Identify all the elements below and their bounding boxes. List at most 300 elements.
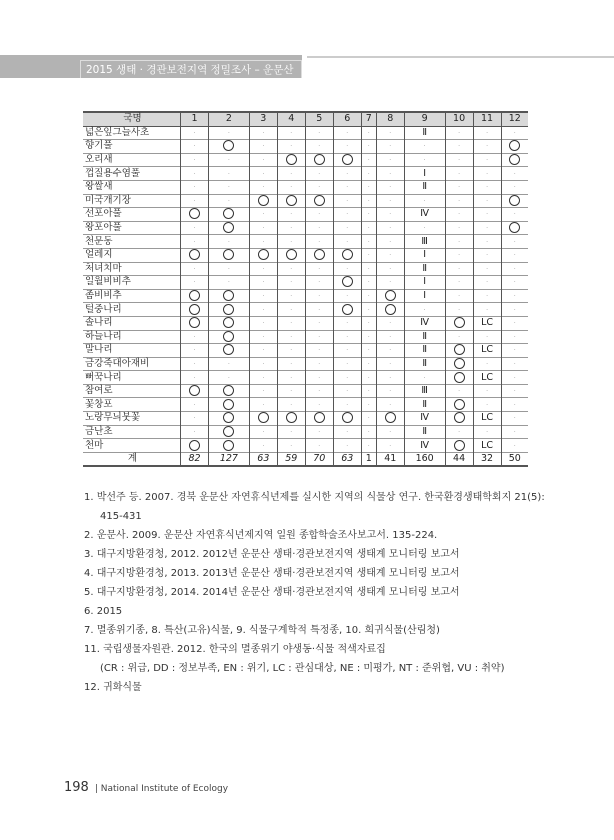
table-cell: [305, 439, 333, 453]
table-cell: [445, 262, 473, 276]
cell-value: Ⅱ: [422, 344, 428, 356]
table-cell: [277, 276, 305, 290]
table-cell: [249, 357, 277, 371]
presence-cell: [376, 289, 404, 303]
absent-mark: ·: [423, 156, 426, 165]
absent-mark: ·: [346, 142, 349, 151]
species-name: 뻐꾹나리: [85, 371, 122, 383]
circle-icon: [189, 304, 200, 315]
absent-mark: ·: [346, 400, 349, 409]
table-cell: [208, 276, 249, 290]
table-cell: [501, 180, 528, 194]
species-name: 천마: [85, 439, 104, 451]
absent-mark: ·: [290, 319, 293, 328]
table-cell: [404, 303, 445, 317]
absent-mark: ·: [457, 264, 461, 273]
absent-mark: ·: [227, 278, 231, 287]
absent-mark: ·: [389, 346, 392, 355]
absent-mark: ·: [193, 169, 196, 178]
absent-mark: ·: [346, 183, 349, 192]
presence-cell: [181, 384, 209, 398]
absent-mark: ·: [513, 441, 516, 450]
table-cell: [361, 180, 376, 194]
table-cell: [404, 425, 445, 439]
table-cell: [473, 289, 501, 303]
presence-cell: [208, 412, 249, 426]
absent-mark: ·: [193, 373, 196, 382]
table-cell: [404, 208, 445, 222]
species-name: 털중나리: [85, 303, 122, 315]
table-cell: [404, 194, 445, 208]
table-cell: [376, 126, 404, 140]
absent-mark: ·: [290, 387, 293, 396]
column-header: 10: [445, 112, 473, 126]
circle-icon: [342, 412, 353, 423]
absent-mark: ·: [485, 427, 489, 436]
table-row: [83, 344, 528, 358]
absent-mark: ·: [485, 305, 489, 314]
circle-icon: [454, 440, 465, 451]
table-cell: [501, 289, 528, 303]
absent-mark: ·: [513, 251, 516, 260]
presence-cell: [208, 439, 249, 453]
absent-mark: ·: [290, 359, 293, 368]
absent-mark: ·: [367, 183, 370, 192]
absent-mark: ·: [389, 196, 392, 205]
presence-cell: [305, 248, 333, 262]
table-cell: [333, 371, 361, 385]
absent-mark: ·: [318, 305, 321, 314]
species-name: 좀비비추: [85, 290, 122, 302]
absent-mark: ·: [389, 210, 392, 219]
absent-mark: ·: [290, 237, 293, 246]
absent-mark: ·: [389, 441, 392, 450]
table-cell: [305, 303, 333, 317]
absent-mark: ·: [318, 237, 321, 246]
absent-mark: ·: [318, 346, 321, 355]
table-cell: [404, 180, 445, 194]
table-cell: [333, 126, 361, 140]
absent-mark: ·: [318, 128, 321, 137]
table-cell: [181, 153, 209, 167]
table-row: [83, 167, 528, 181]
absent-mark: ·: [457, 128, 461, 137]
presence-cell: [208, 248, 249, 262]
page-number: 198: [64, 780, 89, 795]
footnote: 3. 대구지방환경청, 2012. 2012년 운문산 생태·경관보전지역 생태계 모니터링 보고서: [84, 549, 460, 560]
absent-mark: ·: [423, 373, 426, 382]
absent-mark: ·: [318, 373, 321, 382]
absent-mark: ·: [262, 128, 265, 137]
presence-cell: [181, 289, 209, 303]
species-name: 천문동: [85, 235, 113, 247]
absent-mark: ·: [318, 387, 321, 396]
table-cell: [361, 303, 376, 317]
absent-mark: ·: [513, 305, 516, 314]
running-title: 2015 생태 · 경관보전지역 정밀조사 – 운문산: [80, 60, 302, 78]
absent-mark: ·: [262, 427, 265, 436]
cell-value: LC: [481, 371, 494, 383]
table-cell: [181, 262, 209, 276]
table-cell: [473, 357, 501, 371]
absent-mark: ·: [367, 278, 370, 287]
table-cell: [404, 167, 445, 181]
absent-mark: ·: [290, 210, 293, 219]
table-cell: [305, 276, 333, 290]
table-cell: [181, 425, 209, 439]
table-cell: [305, 262, 333, 276]
table-cell: [404, 357, 445, 371]
table-cell: [404, 316, 445, 330]
table-cell: [181, 330, 209, 344]
absent-mark: ·: [346, 373, 349, 382]
absent-mark: ·: [389, 237, 392, 246]
presence-cell: [333, 276, 361, 290]
absent-mark: ·: [290, 169, 293, 178]
absent-mark: ·: [193, 278, 196, 287]
table-cell: [376, 194, 404, 208]
absent-mark: ·: [457, 169, 461, 178]
table-row: [83, 262, 528, 276]
absent-mark: ·: [193, 359, 196, 368]
absent-mark: ·: [227, 264, 231, 273]
column-header: 국명: [123, 113, 142, 125]
table-cell: [501, 276, 528, 290]
absent-mark: ·: [193, 224, 196, 233]
absent-mark: ·: [346, 387, 349, 396]
table-cell: [249, 384, 277, 398]
circle-icon: [454, 399, 465, 410]
table-row: [83, 316, 528, 330]
species-name: 넓은잎그늘사초: [85, 126, 150, 138]
table-cell: [305, 126, 333, 140]
absent-mark: ·: [346, 427, 349, 436]
table-cell: [376, 248, 404, 262]
circle-icon: [223, 304, 234, 315]
presence-cell: [305, 412, 333, 426]
table-cell: [501, 371, 528, 385]
circle-icon: [286, 154, 297, 165]
table-row: [83, 208, 528, 222]
absent-mark: ·: [367, 441, 370, 450]
table-cell: [501, 167, 528, 181]
absent-mark: ·: [262, 359, 265, 368]
table-cell: [333, 180, 361, 194]
column-header: 4: [277, 112, 305, 126]
absent-mark: ·: [367, 387, 370, 396]
absent-mark: ·: [227, 169, 231, 178]
absent-mark: ·: [227, 373, 231, 382]
absent-mark: ·: [290, 128, 293, 137]
absent-mark: ·: [423, 142, 426, 151]
absent-mark: ·: [513, 387, 516, 396]
absent-mark: ·: [457, 292, 461, 301]
table-cell: [376, 235, 404, 249]
table-cell: [361, 289, 376, 303]
absent-mark: ·: [457, 210, 461, 219]
table-cell: [277, 126, 305, 140]
table-cell: [333, 398, 361, 412]
table-cell: [473, 221, 501, 235]
table-cell: [376, 180, 404, 194]
table-cell: [376, 371, 404, 385]
presence-cell: [208, 289, 249, 303]
table-cell: [376, 262, 404, 276]
table-cell: [501, 303, 528, 317]
column-header: 12: [501, 112, 528, 126]
table-cell: [361, 330, 376, 344]
cell-value: LC: [481, 439, 494, 451]
table-cell: [181, 140, 209, 154]
cell-value: Ⅱ: [422, 398, 428, 410]
absent-mark: ·: [389, 278, 392, 287]
table-cell: [445, 180, 473, 194]
circle-icon: [223, 222, 234, 233]
table-cell: [249, 289, 277, 303]
table-cell: [277, 167, 305, 181]
table-cell: [249, 398, 277, 412]
table-cell: [361, 221, 376, 235]
circle-icon: [342, 304, 353, 315]
table-cell: [333, 235, 361, 249]
table-cell: [376, 153, 404, 167]
table-cell: [277, 371, 305, 385]
absent-mark: ·: [513, 346, 516, 355]
absent-mark: ·: [318, 142, 321, 151]
circle-icon: [258, 249, 269, 260]
table-cell: [473, 248, 501, 262]
absent-mark: ·: [367, 346, 370, 355]
absent-mark: ·: [457, 224, 461, 233]
absent-mark: ·: [262, 210, 265, 219]
table-cell: [333, 344, 361, 358]
presence-cell: [445, 357, 473, 371]
absent-mark: ·: [457, 332, 461, 341]
total-value: 1: [361, 452, 376, 466]
absent-mark: ·: [389, 264, 392, 273]
table-cell: [277, 384, 305, 398]
cell-value: Ⅳ: [420, 317, 430, 329]
absent-mark: ·: [513, 319, 516, 328]
absent-mark: ·: [193, 400, 196, 409]
absent-mark: ·: [389, 224, 392, 233]
table-cell: [473, 262, 501, 276]
species-name: 껍질용수염풀: [85, 167, 141, 179]
absent-mark: ·: [262, 224, 265, 233]
table-cell: [473, 235, 501, 249]
total-row: [83, 452, 528, 466]
column-header: 3: [249, 112, 277, 126]
table-cell: [501, 384, 528, 398]
table-cell: [445, 167, 473, 181]
table-cell: [249, 262, 277, 276]
table-cell: [361, 384, 376, 398]
absent-mark: ·: [227, 196, 231, 205]
absent-mark: ·: [367, 359, 370, 368]
table-cell: [305, 180, 333, 194]
table-cell: [473, 398, 501, 412]
absent-mark: ·: [389, 387, 392, 396]
table-row: [83, 371, 528, 385]
table-cell: [333, 208, 361, 222]
absent-mark: ·: [513, 128, 516, 137]
absent-mark: ·: [193, 183, 196, 192]
table-cell: [445, 153, 473, 167]
header-rule: [307, 56, 614, 58]
cell-value: Ⅲ: [421, 385, 428, 397]
circle-icon: [509, 154, 520, 165]
table-cell: [305, 344, 333, 358]
species-name: 왕쌀새: [85, 181, 113, 193]
absent-mark: ·: [457, 278, 461, 287]
table-cell: [181, 344, 209, 358]
absent-mark: ·: [290, 142, 293, 151]
circle-icon: [223, 249, 234, 260]
absent-mark: ·: [227, 237, 231, 246]
absent-mark: ·: [346, 264, 349, 273]
table-row: [83, 330, 528, 344]
absent-mark: ·: [227, 128, 231, 137]
absent-mark: ·: [389, 156, 392, 165]
absent-mark: ·: [262, 156, 265, 165]
table-cell: [333, 316, 361, 330]
species-name: 선포아풀: [85, 208, 122, 220]
presence-cell: [305, 194, 333, 208]
table-cell: [181, 412, 209, 426]
table-cell: [473, 371, 501, 385]
table-cell: [376, 167, 404, 181]
presence-cell: [445, 344, 473, 358]
species-name: 하늘나리: [85, 330, 122, 342]
absent-mark: ·: [513, 373, 516, 382]
absent-mark: ·: [262, 264, 265, 273]
table-cell: [208, 371, 249, 385]
absent-mark: ·: [389, 373, 392, 382]
table-cell: [305, 330, 333, 344]
absent-mark: ·: [485, 264, 489, 273]
circle-icon: [454, 358, 465, 369]
species-name: 금강죽대아재비: [85, 357, 150, 369]
absent-mark: ·: [367, 427, 370, 436]
circle-icon: [258, 412, 269, 423]
table-cell: [376, 140, 404, 154]
table-cell: [333, 425, 361, 439]
absent-mark: ·: [227, 359, 231, 368]
absent-mark: ·: [513, 183, 516, 192]
table-cell: [277, 425, 305, 439]
absent-mark: ·: [389, 332, 392, 341]
absent-mark: ·: [485, 128, 489, 137]
table-cell: [277, 180, 305, 194]
absent-mark: ·: [367, 319, 370, 328]
table-row: [83, 303, 528, 317]
presence-cell: [333, 303, 361, 317]
cell-value: Ⅰ: [423, 249, 427, 261]
absent-mark: ·: [318, 400, 321, 409]
absent-mark: ·: [367, 400, 370, 409]
absent-mark: ·: [262, 373, 265, 382]
absent-mark: ·: [227, 183, 231, 192]
absent-mark: ·: [485, 251, 489, 260]
cell-value: LC: [481, 317, 494, 329]
presence-cell: [208, 303, 249, 317]
presence-cell: [333, 248, 361, 262]
table-cell: [249, 316, 277, 330]
absent-mark: ·: [193, 128, 196, 137]
presence-cell: [445, 439, 473, 453]
absent-mark: ·: [389, 251, 392, 260]
table-row: [83, 126, 528, 140]
cell-value: LC: [481, 344, 494, 356]
table-cell: [473, 180, 501, 194]
species-name: 오리새: [85, 154, 113, 166]
absent-mark: ·: [513, 210, 516, 219]
species-name: 미국개기장: [85, 194, 131, 206]
total-value: 32: [473, 452, 501, 466]
absent-mark: ·: [346, 441, 349, 450]
table-row: [83, 384, 528, 398]
table-cell: [473, 412, 501, 426]
absent-mark: ·: [457, 251, 461, 260]
table-row: [83, 357, 528, 371]
species-name: 금난초: [85, 425, 113, 437]
table-cell: [473, 194, 501, 208]
absent-mark: ·: [290, 400, 293, 409]
table-cell: [305, 140, 333, 154]
table-cell: [277, 262, 305, 276]
presence-cell: [501, 153, 528, 167]
table-cell: [361, 344, 376, 358]
absent-mark: ·: [193, 346, 196, 355]
table-cell: [305, 221, 333, 235]
table-cell: [473, 167, 501, 181]
absent-mark: ·: [389, 319, 392, 328]
presence-cell: [208, 344, 249, 358]
table-cell: [404, 153, 445, 167]
absent-mark: ·: [318, 319, 321, 328]
table-cell: [277, 303, 305, 317]
absent-mark: ·: [367, 210, 370, 219]
table-cell: [445, 289, 473, 303]
table-row: [83, 425, 528, 439]
absent-mark: ·: [513, 169, 516, 178]
table-cell: [361, 412, 376, 426]
table-cell: [305, 167, 333, 181]
absent-mark: ·: [367, 292, 370, 301]
table-cell: [473, 153, 501, 167]
table-cell: [445, 276, 473, 290]
species-name: 말나리: [85, 344, 113, 356]
table-row: [83, 412, 528, 426]
absent-mark: ·: [367, 414, 370, 423]
table-cell: [305, 425, 333, 439]
table-row: [83, 153, 528, 167]
species-name: 일월비비추: [85, 276, 131, 288]
total-value: 127: [208, 452, 249, 466]
table-cell: [473, 344, 501, 358]
cell-value: Ⅳ: [420, 412, 430, 424]
absent-mark: ·: [513, 278, 516, 287]
absent-mark: ·: [227, 156, 231, 165]
circle-icon: [223, 208, 234, 219]
presence-cell: [181, 208, 209, 222]
table-cell: [249, 221, 277, 235]
table-row: [83, 235, 528, 249]
table-cell: [277, 330, 305, 344]
species-table: [83, 111, 528, 467]
cell-value: Ⅲ: [421, 235, 428, 247]
absent-mark: ·: [457, 183, 461, 192]
